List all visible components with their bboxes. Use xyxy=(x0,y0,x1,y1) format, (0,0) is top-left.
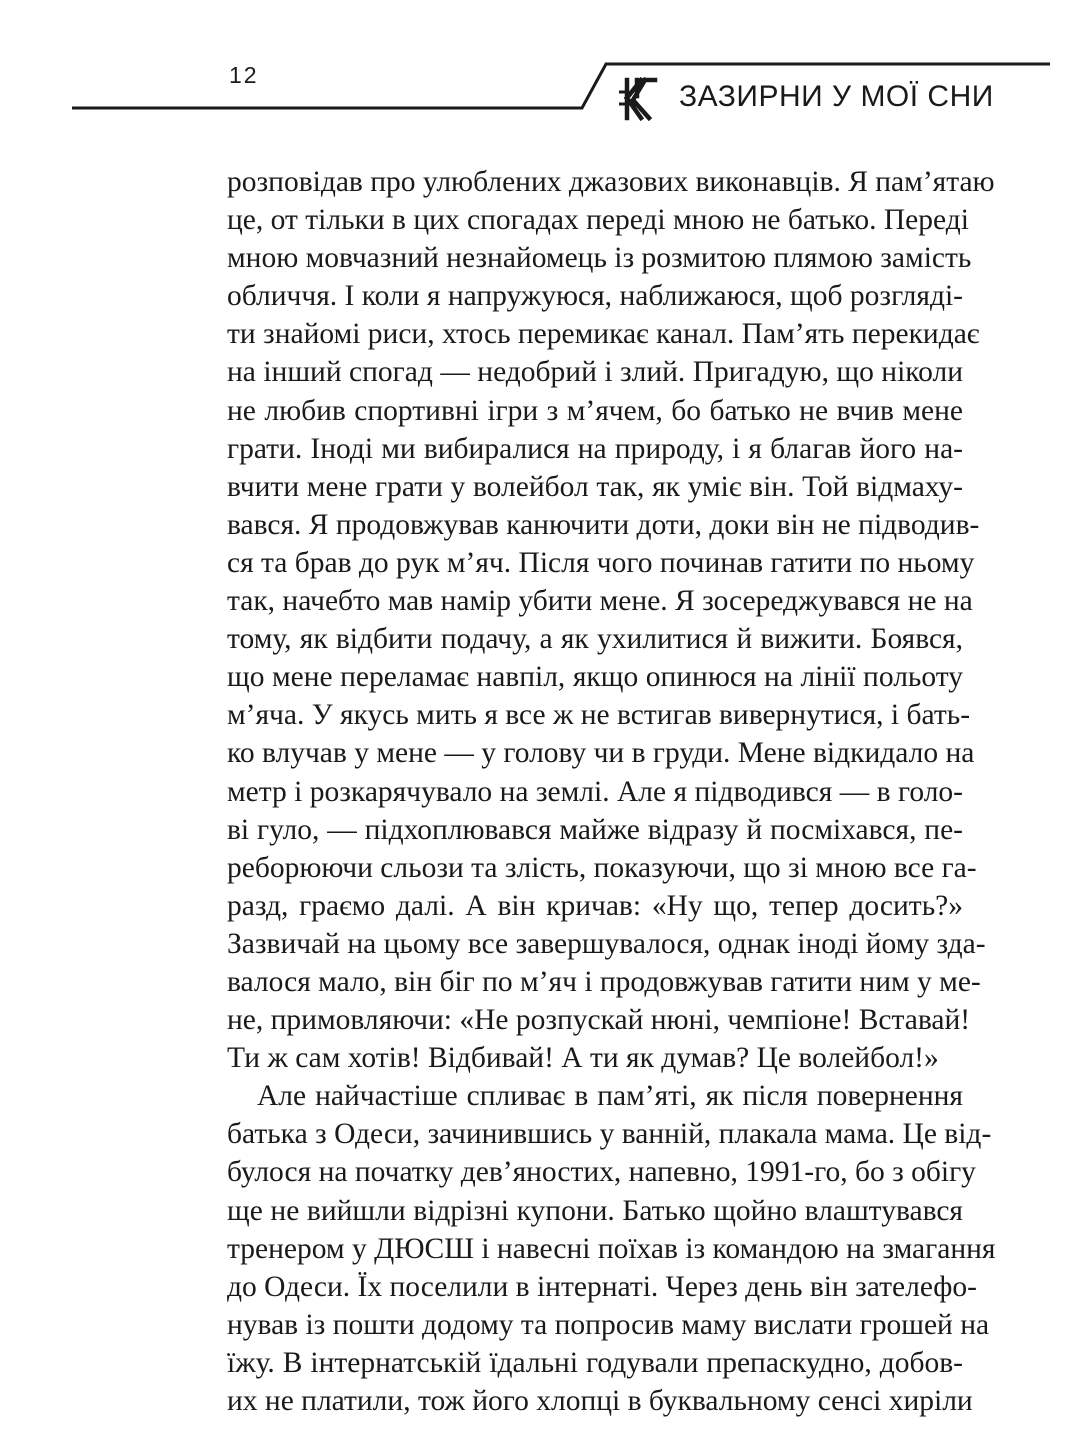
text-line: не любив спортивні ігри з м’ячем, бо батько не вчив мене xyxy=(227,394,963,427)
text-line: так, начебто мав намір убити мене. Я зосереджувався не на xyxy=(227,585,973,618)
text-line: батька з Одеси, зачинившись у ванній, плакала мама. Це від- xyxy=(227,1118,992,1151)
text-line: ся та брав до рук м’яч. Після чого починав гатити по ньому xyxy=(227,546,975,579)
text-line: нував із пошти додому та попросив маму вислати грошей на xyxy=(227,1308,990,1341)
text-line: Але найчастіше спливає в пам’яті, як після повернення xyxy=(257,1080,963,1113)
publisher-logo-icon xyxy=(615,76,661,122)
text-line: не, примовляючи: «Не розпускай нюні, чемпіоне! Вставай! xyxy=(227,1004,971,1037)
text-line: тренером у ДЮСШ і навесні поїхав із командою на змагання xyxy=(227,1232,996,1265)
text-line: реборюючи сльози та злість, показуючи, що зі мною все га- xyxy=(227,851,977,884)
text-line: ще не вийшли відрізні купони. Батько щойно влаштувався xyxy=(227,1194,963,1227)
text-line: що мене переламає навпіл, якщо опинюся на лінії польоту xyxy=(227,661,963,694)
text-line: булося на початку дев’яностих, напевно, 1991-го, бо з обігу xyxy=(227,1156,976,1189)
text-line: метр і розкарячувало на землі. Але я підводився — в голо- xyxy=(227,775,963,808)
text-line: тому, як відбити подачу, а як ухилитися й вижити. Боявся, xyxy=(227,623,963,656)
text-line: обличчя. І коли я напружуюся, наближаюся, щоб розгляді- xyxy=(227,280,963,313)
text-line: разд, граємо далі. А він кричав: «Ну що, тепер досить?» xyxy=(227,889,963,922)
paragraph-2 xyxy=(227,1077,996,1420)
text-line: Зазвичай на цьому все завершувалося, однак іноді йому зда- xyxy=(227,927,986,960)
text-line: розповідав про улюблених джазових виконавців. Я пам’ятаю xyxy=(227,166,995,198)
text-line: Ти ж сам хотів! Відбивай! А ти як думав? Це волейбол!» xyxy=(227,1042,939,1075)
text-line: на інший спогад — недобрий і злий. Пригадую, що ніколи xyxy=(227,356,963,389)
text-line: це, от тільки в цих спогадах переді мною не батько. Переді xyxy=(227,204,969,237)
text-line: м’яча. У якусь мить я все ж не встигав вивернутися, і бать- xyxy=(227,699,971,732)
body-text xyxy=(227,163,996,1420)
page-number: 12 xyxy=(229,62,259,88)
text-line: валося мало, він біг по м’яч і продовжував гатити ним у ме- xyxy=(227,965,981,998)
text-line: вався. Я продовжував канючити доти, доки він не підводив- xyxy=(227,508,980,541)
text-line: ві гуло, — підхоплювався майже відразу й посміхався, пе- xyxy=(227,813,963,846)
text-line: вчити мене грати у волейбол так, як уміє він. Той відмаху- xyxy=(227,470,963,503)
text-line: их не платили, тож його хлопці в буквальному сенсі хиріли xyxy=(227,1385,973,1417)
text-line: їжу. В інтернатській їдальні годували препаскудно, добов- xyxy=(227,1346,963,1379)
text-line: мною мовчазний незнайомець із розмитою плямою замість xyxy=(227,242,972,275)
paragraph-1 xyxy=(227,163,995,1077)
text-line: ти знайомі риси, хтось перемикає канал. Пам’ять перекидає xyxy=(227,318,980,351)
running-title: ЗАЗИРНИ У МОЇ СНИ xyxy=(679,80,994,113)
text-line: грати. Іноді ми вибиралися на природу, і я благав його на- xyxy=(227,432,963,465)
text-line: ко влучав у мене — у голову чи в груди. Мене відкидало на xyxy=(227,737,975,770)
text-line: до Одеси. Їх поселили в інтернаті. Через день він зателефо- xyxy=(227,1270,977,1303)
